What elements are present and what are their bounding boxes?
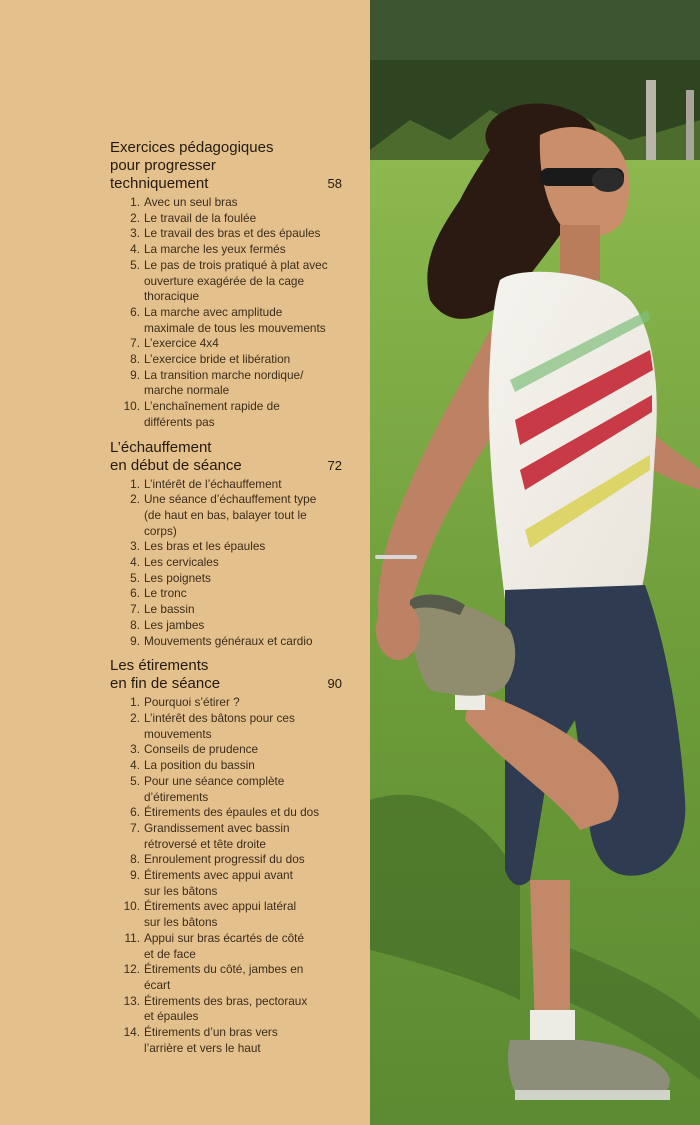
toc-item [110, 742, 342, 758]
item-text-line: Le pas de trois pratiqué à plat avec [144, 257, 328, 272]
section-items [110, 195, 342, 431]
item-text [144, 399, 342, 430]
table-of-contents [110, 139, 342, 1064]
toc-item [110, 805, 342, 821]
item-text-line: Étirements des bras, pectoraux [144, 993, 308, 1008]
toc-item [110, 994, 342, 1025]
section-page-number: 72 [327, 457, 342, 473]
woman-stretching-photo [370, 0, 700, 1125]
item-text [144, 711, 342, 742]
item-text-line: Conseils de prudence [144, 742, 259, 757]
item-text-line: Le travail de la foulée [144, 210, 257, 225]
item-number: 2. [130, 492, 140, 507]
section-title [110, 657, 342, 693]
toc-item [110, 758, 342, 774]
item-number: 7. [130, 602, 140, 617]
item-text-line: corps) [144, 523, 177, 538]
section-title-line: pour progresser [110, 157, 216, 174]
toc-item [110, 634, 342, 650]
item-text [144, 555, 342, 571]
item-text-line: ouverture exagérée de la cage [144, 273, 305, 288]
toc-item [110, 571, 342, 587]
toc-item [110, 368, 342, 399]
item-text-line: Les cervicales [144, 555, 219, 570]
section-heading [110, 439, 342, 475]
item-text [144, 805, 342, 821]
toc-section [110, 657, 342, 1056]
item-text [144, 352, 342, 368]
toc-item [110, 695, 342, 711]
item-text [144, 195, 342, 211]
item-text-line: Pour une séance complète [144, 773, 285, 788]
item-number: 3. [130, 226, 140, 241]
item-text-line: Enroulement progressif du dos [144, 852, 305, 867]
item-text-line: et épaules [144, 1009, 199, 1024]
item-number: 12. [123, 962, 140, 977]
section-title-line: Les étirements [110, 657, 209, 675]
item-text [144, 1025, 342, 1056]
item-number: 10. [123, 899, 140, 914]
item-text-line: La transition marche nordique/ [144, 367, 304, 382]
item-text [144, 242, 342, 258]
item-text-line: Étirements des épaules et du dos [144, 805, 320, 820]
item-text-line: Pourquoi s’étirer ? [144, 695, 240, 710]
item-text [144, 821, 342, 852]
item-text-line: Étirements du côté, jambes en [144, 962, 304, 977]
section-title-line: en fin de séance [110, 675, 221, 693]
item-text [144, 868, 342, 899]
item-text-line: Étirements avec appui latéral [144, 899, 297, 914]
item-text-line: L’exercice bride et libération [144, 352, 291, 367]
toc-item [110, 492, 342, 539]
item-text [144, 994, 342, 1025]
toc-item [110, 211, 342, 227]
item-text-line: Les jambes [144, 617, 205, 632]
item-text [144, 758, 342, 774]
item-text-line: Les bras et les épaules [144, 539, 266, 554]
toc-item [110, 774, 342, 805]
item-number: 3. [130, 539, 140, 554]
item-text [144, 962, 342, 993]
toc-item [110, 305, 342, 336]
item-text-line: La marche avec amplitude [144, 304, 283, 319]
item-number: 8. [130, 352, 140, 367]
item-text-line: L’exercice 4x4 [144, 336, 219, 351]
item-number: 13. [123, 993, 140, 1008]
item-number: 6. [130, 805, 140, 820]
item-number: 8. [130, 617, 140, 632]
item-text [144, 492, 342, 539]
toc-section [110, 139, 342, 431]
toc-item [110, 821, 342, 852]
item-text-line: Étirements avec appui avant [144, 868, 293, 883]
item-number: 2. [130, 710, 140, 725]
item-number: 4. [130, 555, 140, 570]
item-number: 1. [130, 195, 140, 209]
item-number: 4. [130, 758, 140, 773]
item-text [144, 695, 342, 711]
item-number: 7. [130, 820, 140, 835]
item-text-line: Le travail des bras et des épaules [144, 226, 321, 241]
section-title-line: Exercices pédagogiques [110, 139, 274, 156]
toc-item [110, 477, 342, 493]
item-number: 2. [130, 210, 140, 225]
item-text [144, 852, 342, 868]
item-number: 5. [130, 773, 140, 788]
toc-item [110, 602, 342, 618]
item-text-line: Avec un seul bras [144, 195, 238, 209]
item-text [144, 899, 342, 930]
item-text-line: thoracique [144, 289, 200, 304]
toc-section [110, 439, 342, 650]
item-text-line: L’intérêt de l’échauffement [144, 476, 282, 491]
toc-item [110, 586, 342, 602]
item-number: 7. [130, 336, 140, 351]
item-text-line: mouvements [144, 726, 212, 741]
item-text [144, 634, 342, 650]
item-text [144, 931, 342, 962]
item-number: 1. [130, 476, 140, 491]
item-text-line: La position du bassin [144, 758, 255, 773]
item-text-line: L’intérêt des bâtons pour ces [144, 710, 295, 725]
toc-item [110, 899, 342, 930]
item-number: 4. [130, 242, 140, 257]
toc-item [110, 618, 342, 634]
item-text-line: l’arrière et vers le haut [144, 1040, 261, 1055]
item-number: 8. [130, 852, 140, 867]
item-text-line: écart [144, 977, 171, 992]
item-text-line: sur les bâtons [144, 883, 218, 898]
toc-item [110, 539, 342, 555]
toc-item [110, 852, 342, 868]
item-text-line: L’enchaînement rapide de [144, 399, 280, 414]
item-text [144, 571, 342, 587]
toc-item [110, 555, 342, 571]
item-text-line: Les poignets [144, 570, 211, 585]
toc-item [110, 258, 342, 305]
item-text-line: et de face [144, 946, 196, 961]
section-title-line: L’échauffement [110, 438, 212, 456]
item-text-line: Mouvements généraux et cardio [144, 633, 313, 648]
toc-item [110, 336, 342, 352]
item-text-line: rétroversé et tête droite [144, 836, 266, 851]
toc-item [110, 931, 342, 962]
item-text [144, 258, 342, 305]
item-text [144, 477, 342, 493]
section-title [110, 439, 342, 475]
section-items [110, 695, 342, 1056]
item-number: 1. [130, 695, 140, 710]
item-text [144, 211, 342, 227]
toc-item [110, 711, 342, 742]
item-text-line: sur les bâtons [144, 915, 218, 930]
toc-item [110, 226, 342, 242]
section-heading [110, 139, 342, 193]
item-text-line: Grandissement avec bassin [144, 820, 290, 835]
section-page-number: 58 [327, 176, 342, 191]
toc-item [110, 352, 342, 368]
section-heading [110, 657, 342, 693]
item-text [144, 774, 342, 805]
item-text-line: marche normale [144, 383, 230, 398]
item-text [144, 602, 342, 618]
item-text [144, 336, 342, 352]
item-number: 9. [130, 633, 140, 648]
section-title [110, 139, 342, 193]
item-number: 5. [130, 570, 140, 585]
item-text-line: Étirements d’un bras vers [144, 1025, 278, 1040]
toc-item [110, 868, 342, 899]
item-text-line: Appui sur bras écartés de côté [144, 930, 305, 945]
toc-item [110, 962, 342, 993]
item-text [144, 368, 342, 399]
item-number: 10. [123, 399, 140, 414]
item-text [144, 539, 342, 555]
item-text [144, 586, 342, 602]
toc-item [110, 195, 342, 211]
item-number: 6. [130, 586, 140, 601]
item-text [144, 305, 342, 336]
item-text-line: maximale de tous les mouvements [144, 320, 326, 335]
section-items [110, 477, 342, 650]
item-text-line: (de haut en bas, balayer tout le [144, 507, 307, 522]
item-number: 11. [124, 930, 140, 945]
toc-item [110, 242, 342, 258]
item-text [144, 742, 342, 758]
item-number: 9. [130, 868, 140, 883]
item-text-line: d’étirements [144, 789, 209, 804]
item-text-line: La marche les yeux fermés [144, 242, 286, 257]
toc-item [110, 1025, 342, 1056]
item-number: 6. [130, 304, 140, 319]
item-number: 9. [130, 367, 140, 382]
item-text-line: Le tronc [144, 586, 187, 601]
item-text-line: Le bassin [144, 602, 195, 617]
item-text [144, 226, 342, 242]
item-number: 14. [123, 1025, 140, 1040]
item-text [144, 618, 342, 634]
section-page-number: 90 [327, 676, 342, 692]
section-title-line: en début de séance [110, 456, 242, 474]
toc-item [110, 399, 342, 430]
item-number: 3. [130, 742, 140, 757]
item-number: 5. [130, 257, 140, 272]
item-text-line: différents pas [144, 414, 215, 429]
item-text-line: Une séance d’échauffement type [144, 492, 317, 507]
section-title-line: techniquement [110, 175, 209, 192]
